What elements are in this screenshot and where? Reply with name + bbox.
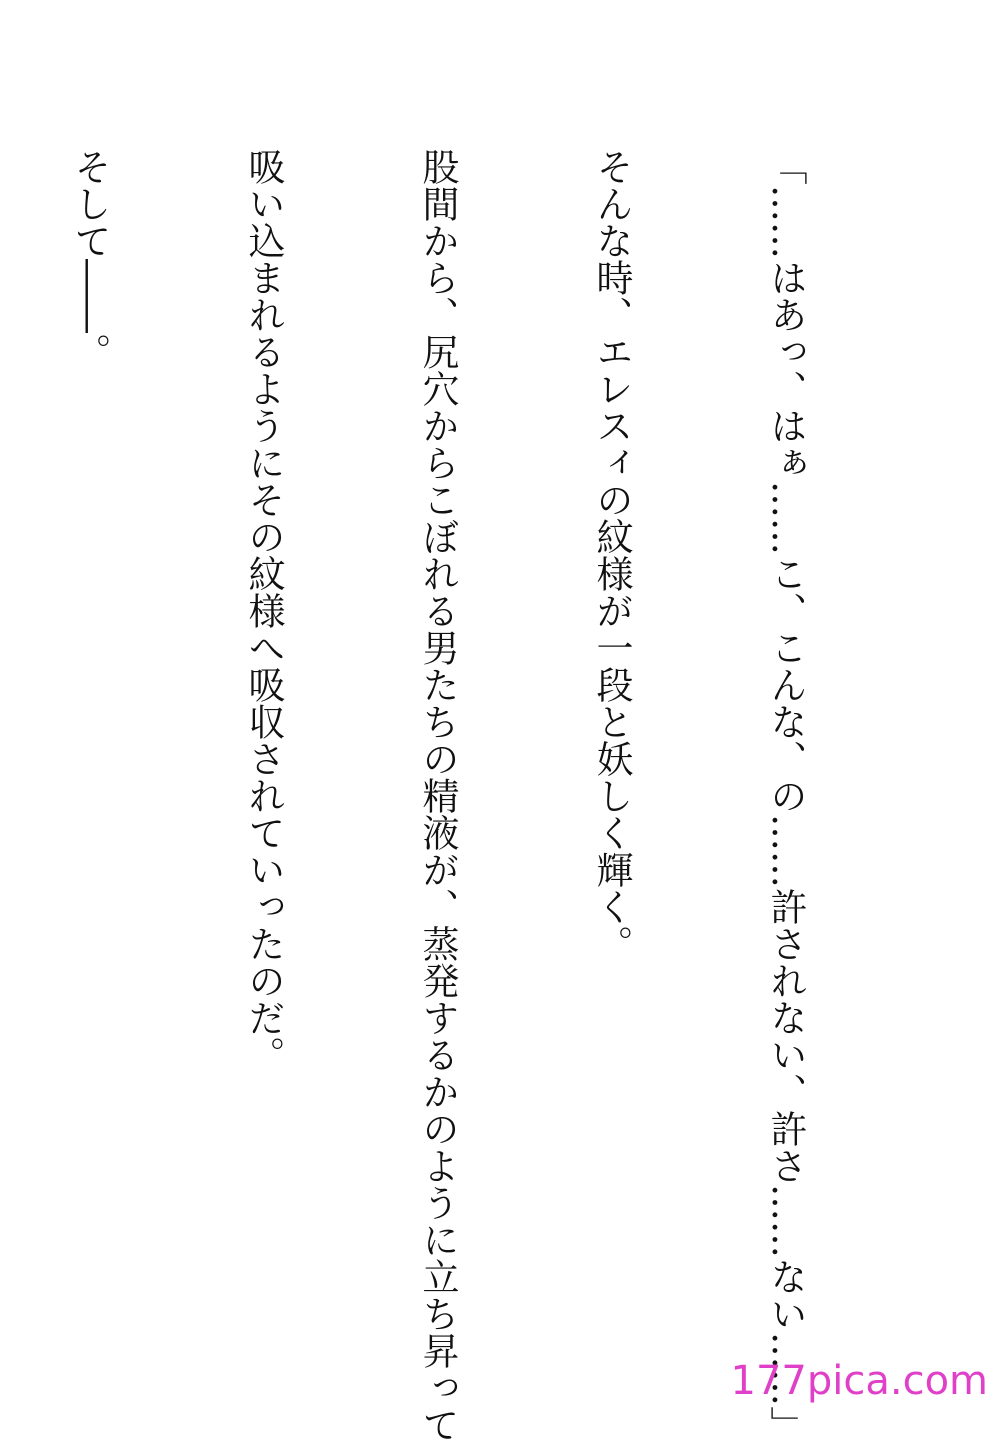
text-line: 吸い込まれるようにその紋様へ吸収されていったのだ。 xyxy=(242,148,285,1073)
text-line: 股間から、尻穴からこぼれる男たちの精液が、蒸発するかのように立ち昇って xyxy=(416,148,459,1443)
text-line: そして――。 xyxy=(68,148,111,370)
watermark-text: 177pica.com xyxy=(730,1358,988,1404)
text-line: 「……はあっ、はぁ……こ、こんな、の……許されない、許さ……ない……」 xyxy=(764,148,807,1443)
text-line: そんな時、エレスィの紋様が一段と妖しく輝く。 xyxy=(590,148,633,962)
